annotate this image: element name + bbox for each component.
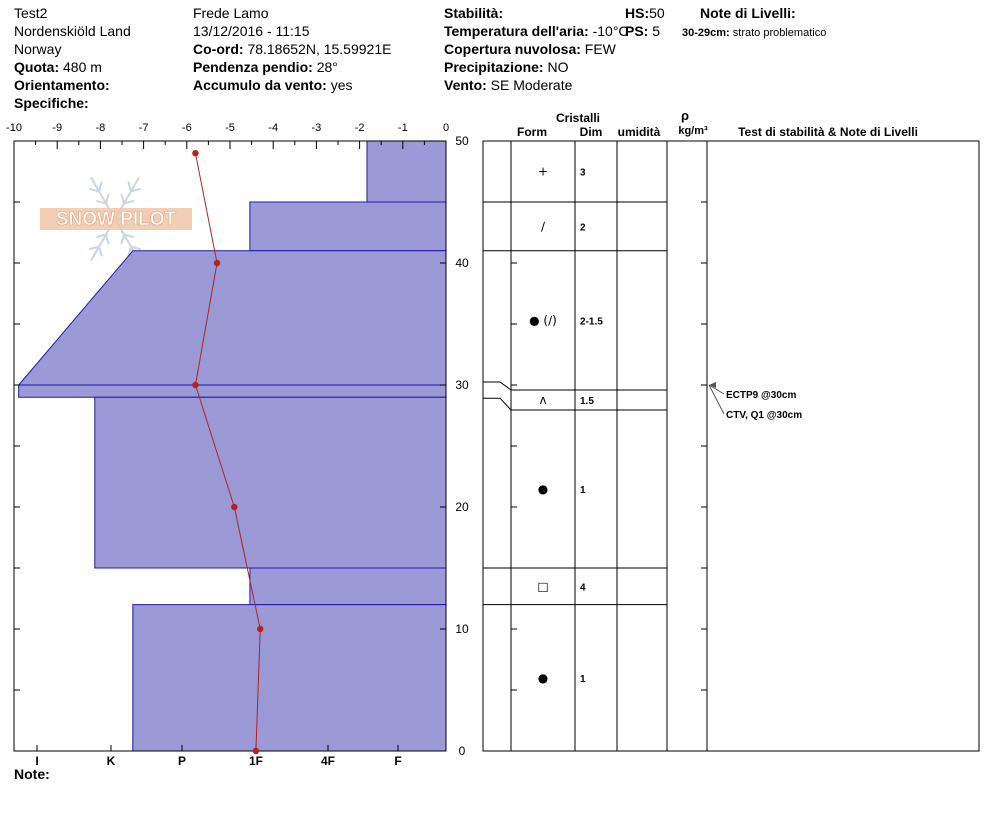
- temperature-point: [253, 748, 259, 754]
- coord-label: Co-ord:: [193, 41, 244, 57]
- temp-tick-label: -8: [95, 122, 106, 134]
- table-frame: [483, 141, 979, 751]
- temp-tick-label: -1: [397, 122, 408, 134]
- aspect-label: Orientamento:: [14, 77, 110, 93]
- temp-tick-label: -3: [311, 122, 322, 134]
- wind-loading: [193, 77, 352, 93]
- layer-note-item: [682, 25, 826, 41]
- elevation: [14, 59, 102, 75]
- grain-form: ●: [537, 482, 549, 496]
- site-name: Test2: [14, 5, 48, 21]
- snowflake-branch: [106, 194, 109, 204]
- hardness-layer: [367, 141, 446, 202]
- hs-label: HS:: [625, 5, 650, 21]
- grain-form: ᴧ: [539, 393, 547, 407]
- snowflake-branch: [121, 194, 124, 204]
- ps-label: PS:: [625, 23, 649, 39]
- layer-connector: [483, 398, 511, 410]
- stability-test: CTV, Q1 @30cm: [726, 410, 803, 421]
- coord-value: 78.18652N, 15.59921E: [247, 41, 392, 57]
- temp-tick-label: -10: [6, 122, 22, 134]
- temp-tick-label: -7: [138, 122, 149, 134]
- temp-tick-label: -4: [268, 122, 279, 134]
- temp-tick-label: -2: [354, 122, 365, 134]
- grain-size: 1.5: [580, 396, 594, 407]
- header-rho-unit: kg/m³: [678, 125, 708, 137]
- precip-label: Precipitazione:: [444, 59, 544, 75]
- country: Norway: [14, 41, 62, 57]
- height-tick-label: 40: [455, 256, 469, 270]
- slope-value: 28°: [316, 59, 338, 75]
- header-rho: ρ: [680, 108, 690, 123]
- height-tick-label: 50: [455, 134, 469, 148]
- elevation-value: 480 m: [63, 59, 102, 75]
- header-dim: Dim: [579, 125, 603, 139]
- wind-load-value: yes: [330, 77, 353, 93]
- hardness-tick-label: 1F: [248, 754, 264, 768]
- height-tick-label: 20: [455, 500, 469, 514]
- temp-tick-label: -5: [225, 122, 235, 134]
- hardness-tick-label: P: [177, 754, 187, 768]
- grain-form: +: [537, 164, 549, 179]
- grain-size: 2-1.5: [580, 316, 603, 328]
- grain-form: □: [537, 579, 549, 594]
- ps-value: 5: [652, 23, 661, 39]
- temperature-point: [257, 626, 263, 632]
- stability: [444, 5, 503, 21]
- precipitation: [444, 59, 568, 75]
- wind-value: SE Moderate: [490, 77, 573, 93]
- wind: [444, 77, 572, 93]
- grain-form: ● (∕): [529, 313, 557, 328]
- hardness-tick-label: K: [106, 754, 116, 768]
- elevation-label: Quota:: [14, 59, 60, 75]
- air-temperature: [444, 23, 629, 39]
- height-tick-label: 30: [455, 378, 469, 392]
- temperature-point: [192, 150, 198, 156]
- note-label: Note:: [14, 766, 50, 782]
- hardness-tick-label: 4F: [320, 754, 336, 768]
- temperature-point: [192, 382, 198, 388]
- cloud-value: FEW: [584, 41, 616, 57]
- temperature-point: [214, 260, 220, 266]
- stability-test: ECTP9 @30cm: [726, 390, 797, 401]
- precip-value: NO: [547, 59, 569, 75]
- grain-form: ●: [537, 670, 549, 685]
- specifics: [14, 95, 89, 111]
- snowflake-branch: [99, 247, 102, 257]
- temp-tick-label: -9: [52, 122, 63, 134]
- slope-label: Pendenza pendio:: [193, 59, 313, 75]
- height-tick-label: 0: [458, 744, 466, 758]
- temperature-point: [231, 504, 237, 510]
- region: Nordenskiöld Land: [14, 23, 131, 39]
- air-temp-label: Temperatura dell'aria:: [444, 23, 589, 39]
- grain-form: ∕: [540, 219, 546, 234]
- hardness-layer: [19, 251, 446, 385]
- wind-label: Vento:: [444, 77, 487, 93]
- grain-size: 2: [580, 222, 586, 234]
- hs-value: 50: [649, 5, 665, 21]
- layer-connector: [483, 382, 511, 390]
- hardness-tick-label: I: [35, 754, 39, 768]
- layer-notes-title: [700, 5, 796, 21]
- logo-text: SNOW PILOT: [55, 209, 177, 230]
- cloud-label: Copertura nuvolosa:: [444, 41, 581, 57]
- snow-height: [625, 5, 665, 21]
- grain-size: 3: [580, 167, 586, 179]
- snowflake-branch: [106, 235, 109, 245]
- hardness-tick-label: F: [394, 754, 402, 768]
- air-temp-value: -10°C: [592, 23, 629, 39]
- hardness-layer: [250, 202, 446, 251]
- penetration: [625, 23, 660, 39]
- height-tick-label: 10: [455, 622, 469, 636]
- hardness-layer: [95, 397, 446, 568]
- snowflake-branch: [128, 182, 131, 192]
- header-cristalli: Cristalli: [555, 111, 601, 125]
- specifics-label: Specifiche:: [14, 95, 89, 111]
- hardness-layer: [133, 605, 446, 751]
- observer: Frede Lamo: [193, 5, 269, 21]
- layer-notes-title-text: Note di Livelli:: [700, 5, 796, 21]
- stability-label: Stabilità:: [444, 5, 504, 21]
- temp-tick-label: -6: [181, 122, 192, 134]
- layer-note-text: strato problematico: [732, 27, 827, 39]
- cloud-cover: [444, 41, 616, 57]
- stratigraphy-table: [483, 108, 979, 751]
- layer-note-range: 30-29cm:: [682, 27, 730, 39]
- coordinates: [193, 41, 391, 57]
- snowpilot-logo: [40, 177, 192, 260]
- temp-tick-label: 0: [442, 122, 450, 134]
- hardness-layer: [250, 568, 446, 605]
- datetime: 13/12/2016 - 11:15: [193, 23, 310, 39]
- grain-size: 4: [580, 582, 586, 594]
- wind-load-label: Accumulo da vento:: [193, 77, 327, 93]
- header-tests: Test di stabilità & Note di Livelli: [738, 125, 918, 139]
- slope: [193, 59, 338, 75]
- snowflake-branch: [121, 235, 124, 245]
- grain-size: 1: [580, 673, 586, 685]
- header-umidita: umidità: [617, 125, 661, 139]
- aspect: [14, 77, 110, 93]
- snowflake-branch: [99, 182, 102, 192]
- hardness-layer: [19, 385, 446, 397]
- header-form: Form: [517, 125, 547, 139]
- grain-size: 1: [580, 485, 586, 496]
